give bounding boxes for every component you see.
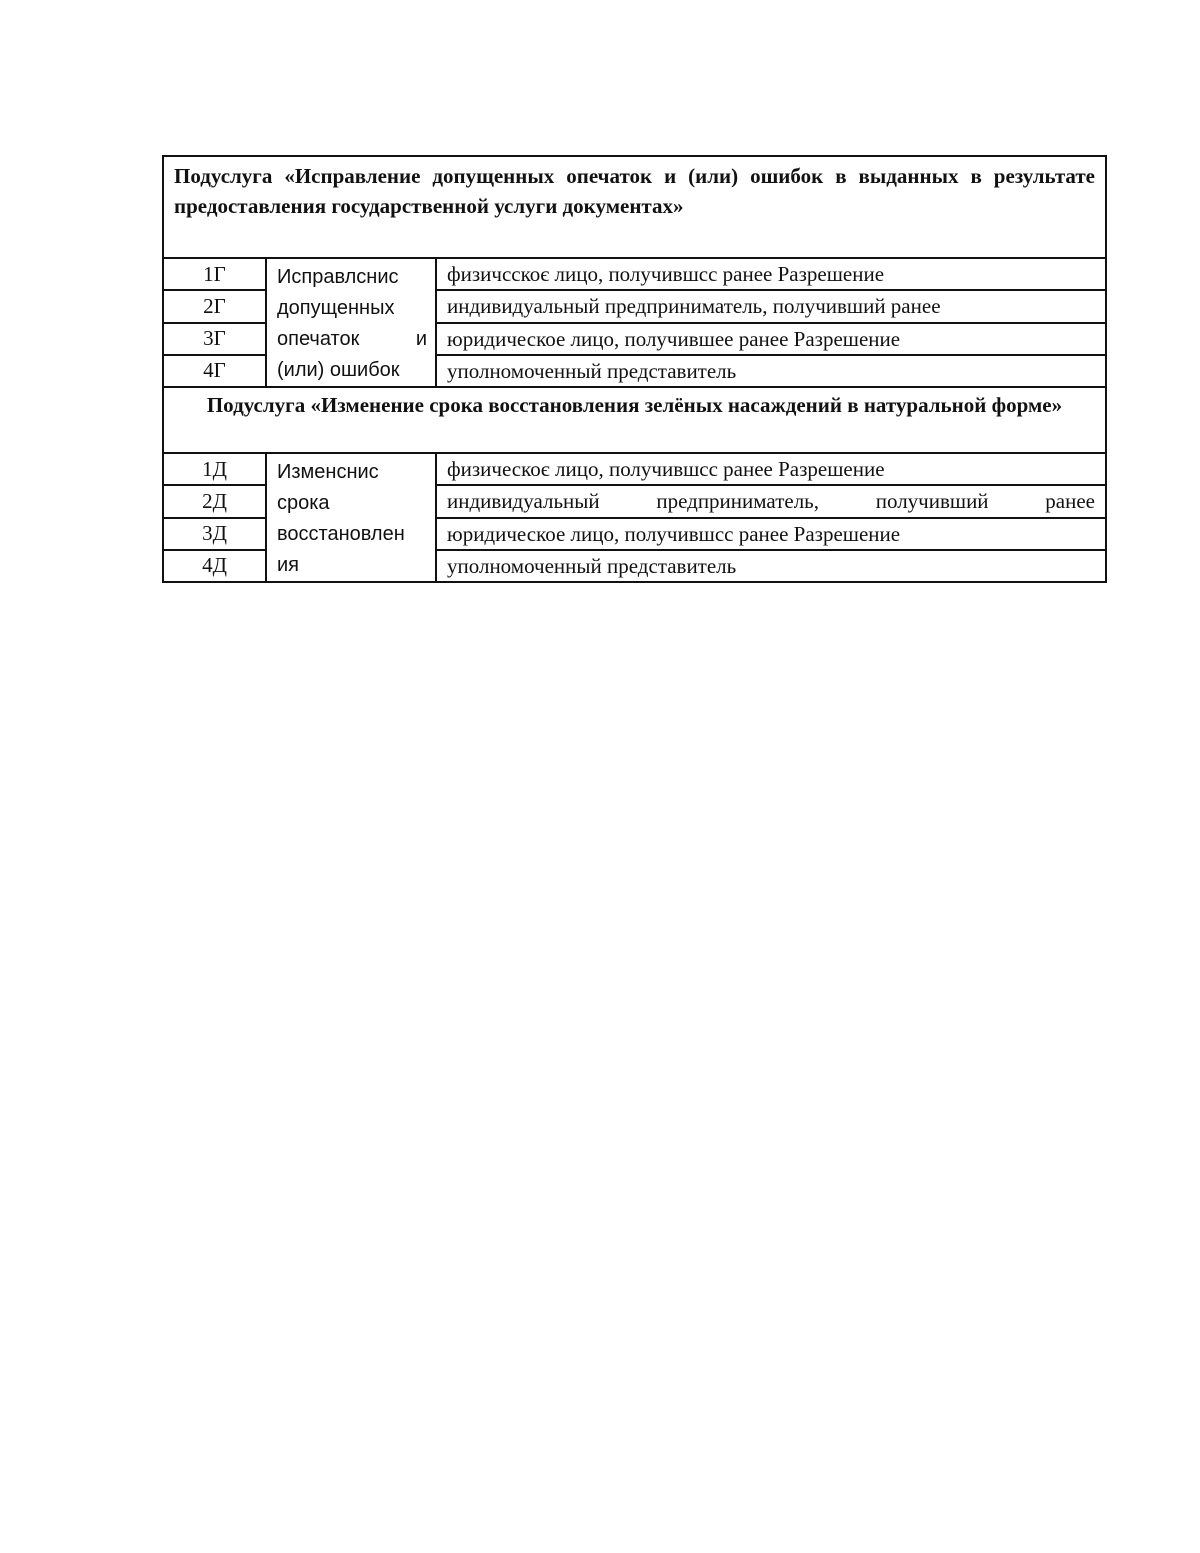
row-description: физическоє лицо, получившсс ранее Разрешение bbox=[436, 453, 1106, 485]
applicant-categories-table bbox=[162, 155, 1107, 583]
name-line: ия bbox=[277, 554, 300, 576]
section-header-row bbox=[163, 387, 1106, 453]
section-d-subservice-name bbox=[266, 453, 436, 582]
row-code: 2Г bbox=[163, 290, 266, 322]
name-line: восстановлен bbox=[277, 523, 405, 545]
row-description: юридическое лицо, получившее ранее Разрешение bbox=[436, 323, 1106, 355]
table-row bbox=[163, 453, 1106, 485]
row-description: уполномоченный представитель bbox=[436, 355, 1106, 387]
row-code: 1Г bbox=[163, 258, 266, 290]
row-code: 3Д bbox=[163, 518, 266, 550]
row-description: уполномоченный представитель bbox=[436, 550, 1106, 582]
name-line: опечаток и bbox=[277, 328, 427, 350]
section-g-title: Подуслуга «Исправление допущенных опечаток и (или) ошибок в выданных в результате предоставления государственной услуги документах» bbox=[163, 156, 1106, 258]
row-code: 3Г bbox=[163, 323, 266, 355]
name-line: допущенных bbox=[277, 297, 395, 319]
row-description: юридическое лицо, получившсс ранее Разрешение bbox=[436, 518, 1106, 550]
row-description-text: индивидуальный предприниматель, получивший ранее bbox=[447, 489, 1095, 514]
row-code: 4Д bbox=[163, 550, 266, 582]
name-line: (или) ошибок bbox=[277, 359, 400, 381]
row-code: 1Д bbox=[163, 453, 266, 485]
section-d-title: Подуслуга «Изменение срока восстановления зелёных насаждений в натуральной форме» bbox=[163, 387, 1106, 453]
row-code: 2Д bbox=[163, 485, 266, 517]
row-description: физичсскоє лицо, получившсс ранее Разрешение bbox=[436, 258, 1106, 290]
name-line: Исправлснис bbox=[277, 266, 399, 288]
section-g-subservice-name bbox=[266, 258, 436, 387]
row-code: 4Г bbox=[163, 355, 266, 387]
name-line: Изменснис bbox=[277, 461, 379, 483]
section-header-row bbox=[163, 156, 1106, 258]
name-line: срока bbox=[277, 492, 330, 514]
table-row bbox=[163, 258, 1106, 290]
row-description bbox=[436, 485, 1106, 517]
row-description: индивидуальный предприниматель, получивший ранее bbox=[436, 290, 1106, 322]
